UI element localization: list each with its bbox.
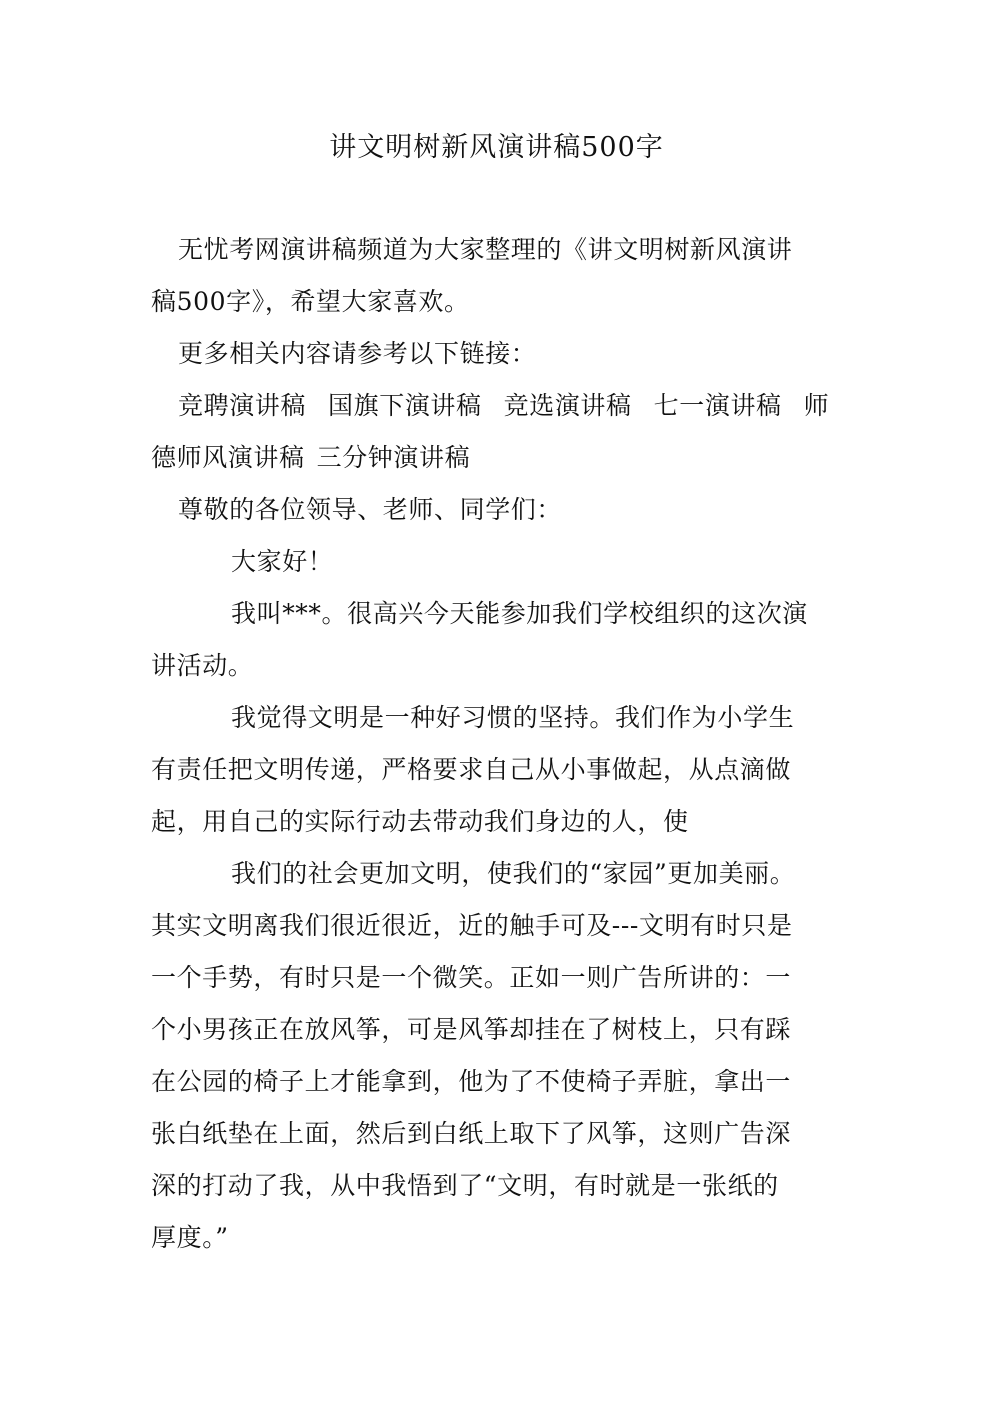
link-competition-speech[interactable]: 竞聘演讲稿 [178,391,307,420]
paragraph-3-line-8: 厚度。” [151,1223,229,1252]
salutation: 尊敬的各位领导、老师、同学们： [178,495,563,524]
link-teacher-ethics-speech-part2[interactable]: 德师风演讲稿 [151,443,305,472]
greeting: 大家好！ [231,547,334,576]
link-july-first-speech[interactable]: 七一演讲稿 [653,391,782,420]
paragraph-2-line-3: 起，用自己的实际行动去带动我们身边的人，使 [151,807,689,836]
related-links-row-1 [178,388,829,424]
paragraph-3-line-7: 深的打动了我，从中我悟到了“文明，有时就是一张纸的 [151,1171,779,1200]
link-election-speech[interactable]: 竞选演讲稿 [503,391,632,420]
paragraph-2-line-2: 有责任把文明传递，严格要求自己从小事做起，从点滴做 [151,755,792,784]
document-title: 讲文明树新风演讲稿500字 [329,132,664,163]
paragraph-3-line-4: 个小男孩正在放风筝，可是风筝却挂在了树枝上，只有踩 [151,1015,792,1044]
paragraph-3-line-3: 一个手势，有时只是一个微笑。正如一则广告所讲的：一 [151,963,792,992]
intro-line-1: 无忧考网演讲稿频道为大家整理的《讲文明树新风演讲 [178,235,793,264]
intro-line-2: 稿500字》，希望大家喜欢。 [151,287,470,316]
paragraph-2-line-1: 我觉得文明是一种好习惯的坚持。我们作为小学生 [231,703,795,732]
link-three-minute-speech[interactable]: 三分钟演讲稿 [316,443,471,472]
link-flag-speech[interactable]: 国旗下演讲稿 [328,391,482,420]
paragraph-3-line-5: 在公园的椅子上才能拿到，他为了不使椅子弄脏，拿出一 [151,1067,792,1096]
paragraph-3-line-6: 张白纸垫在上面，然后到白纸上取下了风筝，这则广告深 [151,1119,792,1148]
related-links-row-2 [151,440,470,476]
paragraph-3-line-1: 我们的社会更加文明，使我们的“家园”更加美丽。 [231,859,796,888]
link-teacher-ethics-speech-part1[interactable]: 师 [803,391,830,420]
paragraph-1-line-1: 我叫***。很高兴今天能参加我们学校组织的这次演 [231,599,808,628]
more-links-label: 更多相关内容请参考以下链接： [178,339,537,368]
paragraph-3-line-2: 其实文明离我们很近很近，近的触手可及---文明有时只是 [151,911,793,940]
paragraph-1-line-2: 讲活动。 [151,651,254,680]
